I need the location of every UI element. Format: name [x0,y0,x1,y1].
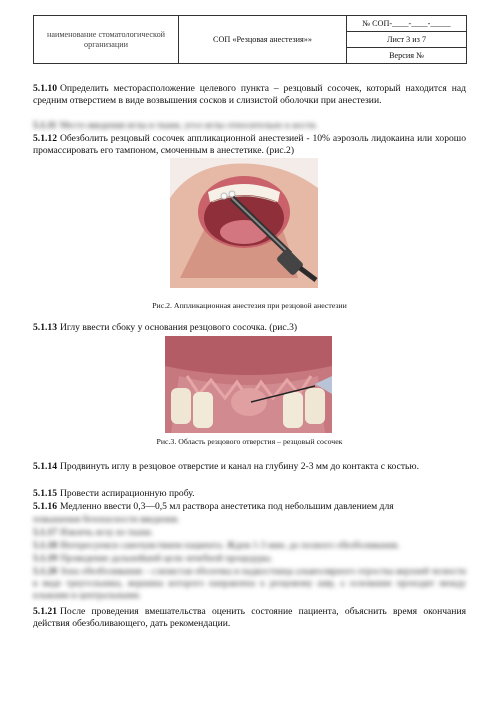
step-number: 5.1.21 [33,606,57,617]
step-5-1-20 [33,566,466,603]
step-number: 5.1.13 [33,322,57,333]
step-5-1-12 [33,133,466,157]
step-text: Провести аспирационную пробу. [59,488,195,499]
step-number: 5.1.10 [33,83,57,94]
step-5-1-14 [33,461,466,473]
step-text: повышения безопасности введения. [33,514,180,525]
step-number: 5.1.14 [33,461,57,472]
step-number: 5.1.16 [33,501,57,512]
version-number: Версия № [347,48,467,64]
step-5-1-16 [33,501,466,513]
step-5-1-11 [33,120,466,132]
step-number: 5.1.15 [33,488,57,499]
step-text: Иглу ввести сбоку у основания резцового сосочка. (рис.3) [59,322,298,333]
step-text: Место введения иглы в ткани, угол иглы относительно к кости. [59,120,318,131]
step-5-1-10 [33,83,466,107]
organization-name: наименование стоматологической организации [34,16,179,64]
step-5-1-18 [33,540,466,552]
step-number: 5.1.19 [33,553,57,564]
step-5-1-19 [33,553,466,565]
step-text: После проведения вмешательства оценить состояние пациента, объяснить время окончания действия обезболивающего, дать рекомендации. [33,606,466,630]
figure-2-caption: Рис.2. Аппликационная анестезия при резцовой анестезии [152,301,347,310]
step-text: Извлечь иглу из ткани. [59,527,154,538]
step-5-1-17 [33,527,466,539]
step-text: Интересуемся самочувствием пациента. Ждем 1-3 мин. до полного обезболивания. [59,540,400,551]
sheet-number: Лист 3 из 7 [347,32,467,48]
step-number: 5.1.17 [33,527,57,538]
step-text: Продвинуть иглу в резцовое отверстие и канал на глубину 2-3 мм до контакта с костью. [59,461,419,472]
application-anesthesia-photo [170,158,318,288]
step-text: Обезболить резцовый сосочек аппликационной анестезией - 10% аэрозоль лидокаина или хорошо промассировать его тампоном, смоченным в анестетике. (рис.2) [33,133,466,157]
figure-3-caption: Рис.3. Область резцового отверстия – резцовый сосочек [156,437,343,446]
step-number: 5.1.18 [33,540,57,551]
step-5-1-13 [33,322,466,334]
step-text: Зона обезболивания – слизистая оболочка и надкостница альвеолярного отростка верхней челюсти в виде треугольника, вершина которого направлена к резцовому шву, а основание проходит между клыками и центральными. [33,566,466,602]
step-text: Определить месторасположение целевого пункта – резцовый сосочек, который находится над средним отверстием в виде возвышения сосков и слизистой оболочки при анестезии. [33,83,466,107]
document-title: СОП «Резцовая анестезия»» [179,16,347,64]
step-number: 5.1.12 [33,133,57,144]
step-number: 5.1.11 [33,120,57,131]
step-number: 5.1.20 [33,566,57,577]
sop-header-table [33,15,467,64]
step-text: Проведение дальнейшей цели лечебной процедуры. [59,553,273,564]
step-5-1-16-continued [33,514,466,526]
step-5-1-15 [33,488,466,500]
step-text: Медленно ввести 0,3—0,5 мл раствора анестетика под небольшим давлением для [59,501,394,512]
incisive-papilla-photo [165,336,332,433]
step-5-1-21 [33,606,466,630]
sop-number: № СОП-____-____-_____ [347,16,467,32]
